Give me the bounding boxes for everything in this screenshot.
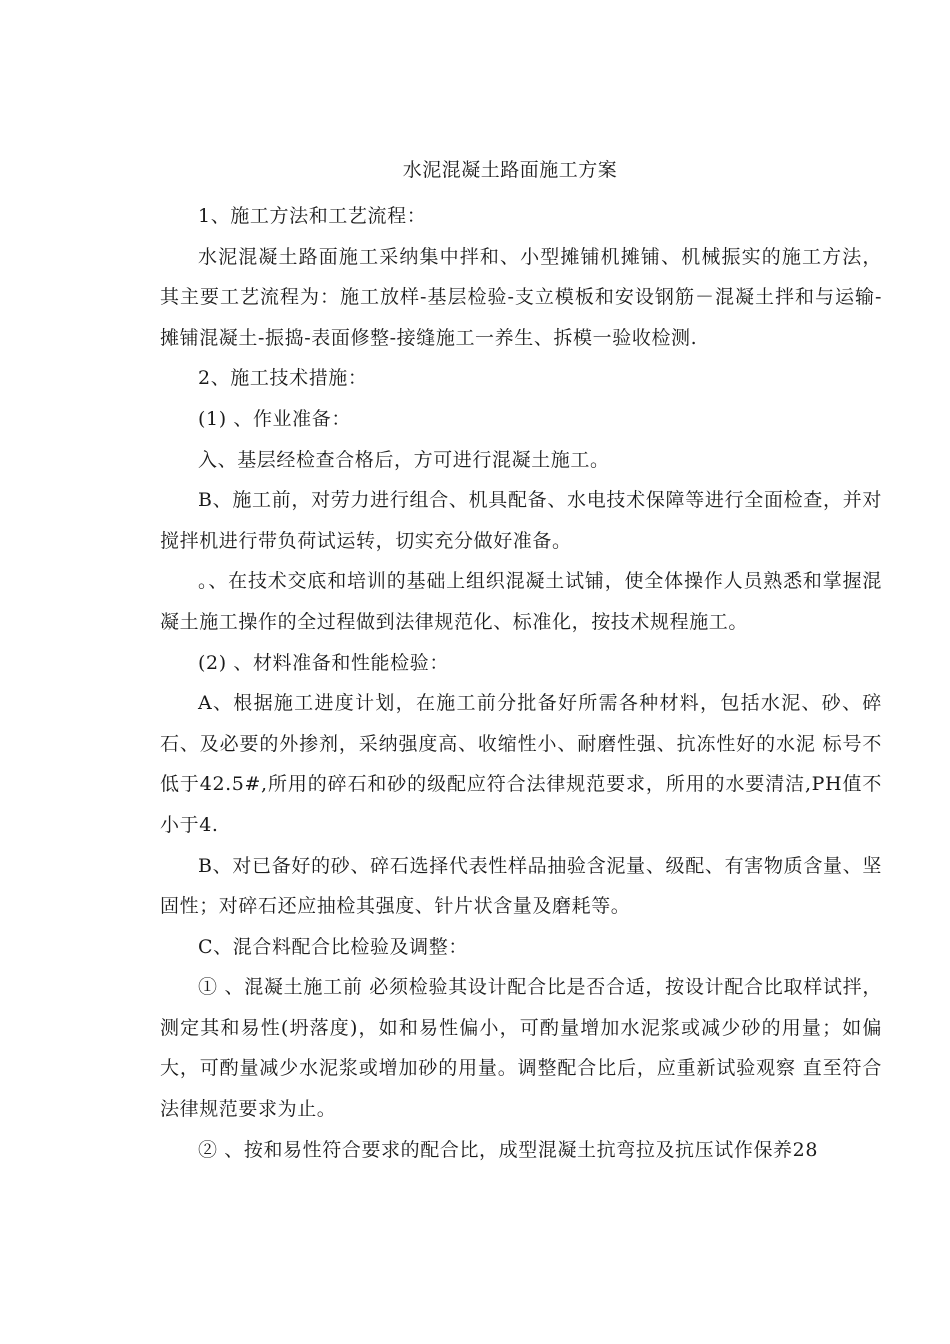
paragraph-item-a-base-check: 入、基层经检查合格后，方可进行混凝土施工。: [198, 448, 610, 471]
paragraph-mix-check-1: ① 、混凝土施工前 必须检验其设计配合比是否合适，按设计配合比取样试拌，测定其和易性(坍落度)，如和易性偏小，可酌量增加水泥浆或减少砂的用量；如偏大，可酌量减少水泥浆或增加砂的用量。调整配合比后，应重新试验观察 直至符合法律规范要求为止。: [160, 976, 882, 1121]
document-title: 水泥混凝土路面施工方案: [402, 159, 618, 181]
paragraph-materials-a: A、根据施工进度计划，在施工前分批备好所需各种材料，包括水泥、砂、碎石、及必要的外掺剂，采纳强度高、收缩性小、耐磨性强、抗冻性好的水泥 标号不低于42.5#,所用的碎石和砂的级配应符合法律规范要求，所用的水要清洁,PH值不小于4.: [160, 692, 882, 836]
paragraph-subsection-1-heading: (1) 、作业准备：: [198, 407, 351, 430]
paragraph-mix-check-2: ② 、按和易性符合要求的配合比，成型混凝土抗弯拉及抗压试作保养28: [198, 1138, 819, 1161]
paragraph-subsection-2-heading: (2) 、材料准备和性能检验：: [198, 651, 449, 674]
document-body: [160, 196, 882, 1170]
paragraph-process-flow: 水泥混凝土路面施工采纳集中拌和、小型摊铺机摊铺、机械振实的施工方法，其主要工艺流程为：施工放样-基层检验-支立模板和安设钢筋－混凝土拌和与运输-摊铺混凝土-振捣-表面修整-接缝施工一养生、拆模一验收检测.: [160, 245, 882, 349]
paragraph-materials-b: B、对已备好的砂、碎石选择代表性样品抽验含泥量、级配、有害物质含量、坚固性；对碎石还应抽检其强度、针片状含量及磨耗等。: [160, 854, 882, 918]
paragraph-section-2-heading: 2、施工技术措施：: [198, 367, 368, 390]
paragraph-section-1-heading: 1、施工方法和工艺流程：: [198, 205, 427, 227]
paragraph-materials-c-heading: C、混合料配合比检验及调整：: [198, 935, 468, 958]
paragraph-item-b-preparation: B、施工前，对劳力进行组合、机具配备、水电技术保障等进行全面检查，并对搅拌机进行带负荷试运转，切实充分做好准备。: [160, 489, 882, 552]
paragraph-item-c-trial-paving: 。、在技术交底和培训的基础上组织混凝土试铺，使全体操作人员熟悉和掌握混凝土施工操作的全过程做到法律规范化、标准化，按技术规程施工。: [160, 570, 882, 633]
